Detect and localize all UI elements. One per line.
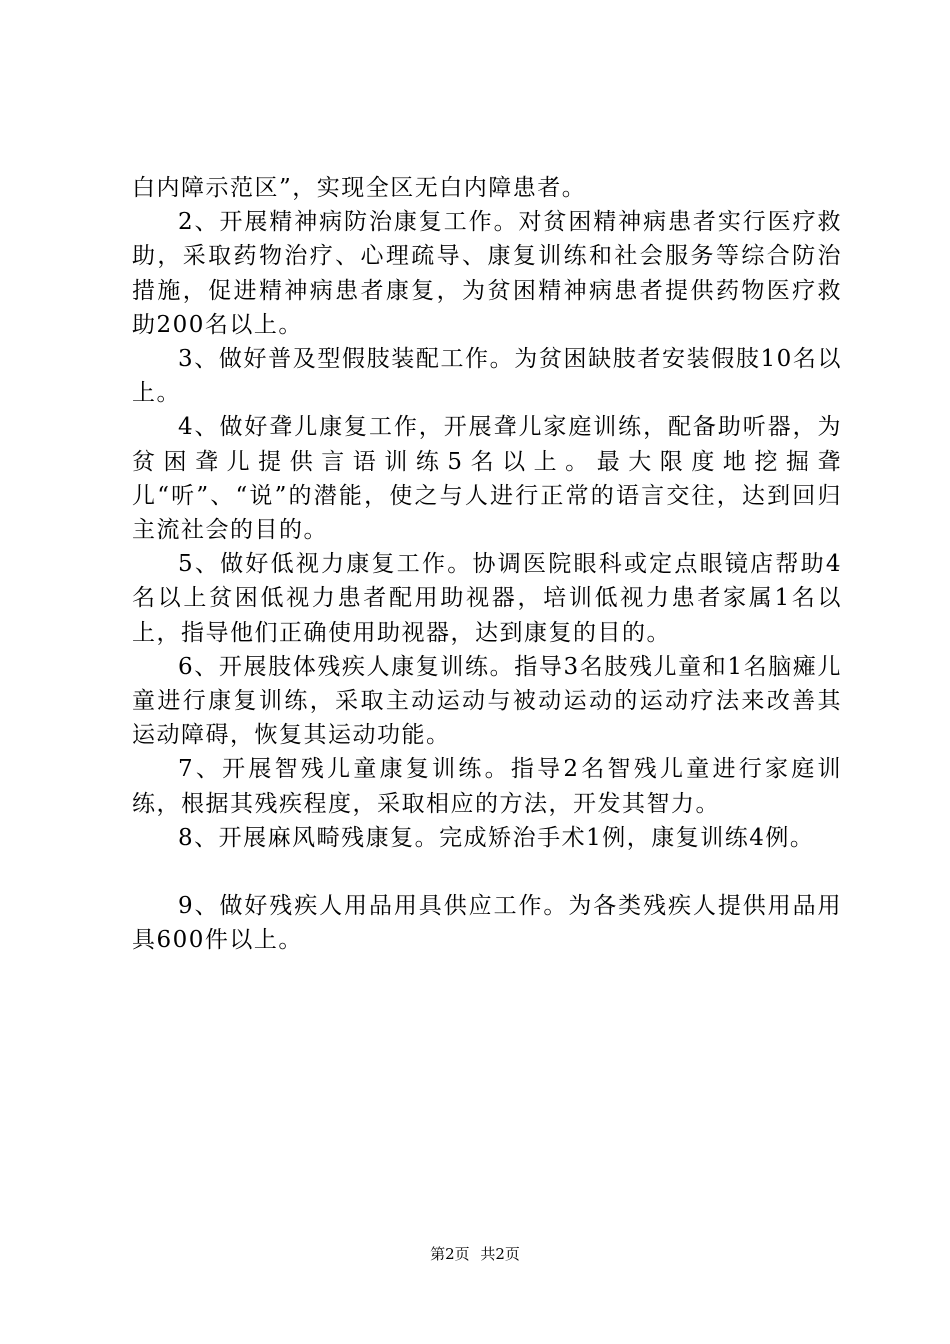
paragraph-item-9: 9、做好残疾人用品用具供应工作。为各类残疾人提供用品用具600件以上。 (132, 893, 842, 954)
paragraph-item-6: 6、开展肢体残疾人康复训练。指导3名肢残儿童和1名脑瘫儿童进行康复训练，采取主动运动与被动运动的运动疗法来改善其运动障碍，恢复其运动功能。 (132, 653, 842, 749)
page-number: 第2页 (430, 1245, 470, 1263)
document-body (132, 171, 842, 957)
paragraph-continuation: 白内障示范区”，实现全区无白内障患者。 (132, 175, 587, 201)
paragraph-item-8: 8、开展麻风畸残康复。完成矫治手术1例，康复训练4例。 (178, 824, 815, 851)
page-footer (0, 1244, 950, 1264)
paragraph-item-2: 2、开展精神病防治康复工作。对贫困精神病患者实行医疗救助，采取药物治疗、心理疏导、康复训练和社会服务等综合防治措施，促进精神病患者康复，为贫困精神病患者提供药物医疗救助200名以上。 (132, 209, 842, 338)
paragraph-item-3: 3、做好普及型假肢装配工作。为贫困缺肢者安装假肢10名以上。 (132, 346, 842, 407)
paragraph-item-4: 4、做好聋儿康复工作，开展聋儿家庭训练，配备助听器，为贫困聋儿提供言语训练5名以上。最大限度地挖掘聋儿“听”、“说”的潜能，使之与人进行正常的语言交往，达到回归主流社会的目的。 (132, 414, 842, 544)
paragraph-item-5: 5、做好低视力康复工作。协调医院眼科或定点眼镜店帮助4名以上贫困低视力患者配用助视器，培训低视力患者家属1名以上，指导他们正确使用助视器，达到康复的目的。 (132, 551, 842, 646)
paragraph-item-7: 7、开展智残儿童康复训练。指导2名智残儿童进行家庭训练，根据其残疾程度，采取相应的方法，开发其智力。 (132, 756, 842, 817)
page-total: 共2页 (480, 1245, 520, 1263)
